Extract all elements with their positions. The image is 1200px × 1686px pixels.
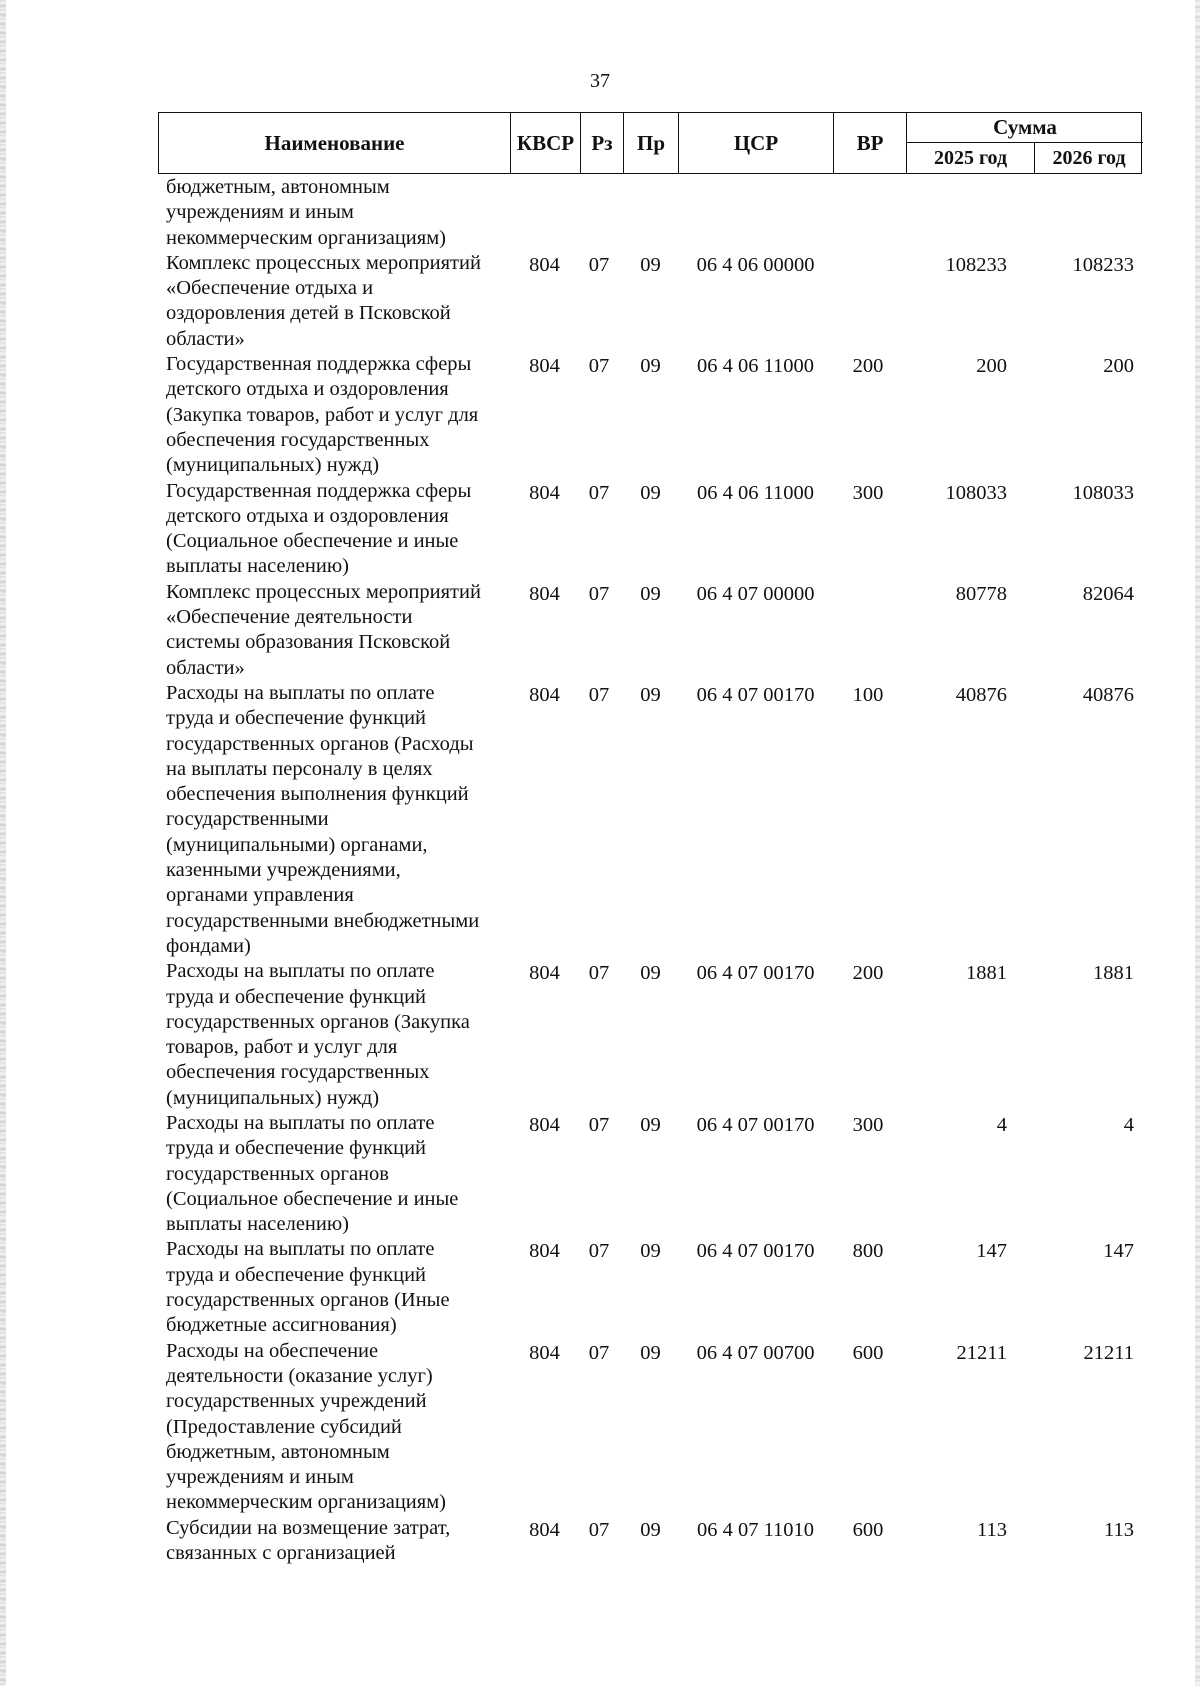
cell-name-line: учреждениям и иным [166, 1466, 354, 1489]
cell-name-line: (Социальное обеспечение и иные [166, 530, 459, 553]
cell-name [158, 959, 510, 1111]
cell-sum-2025: 147 [976, 1240, 1007, 1263]
cell-kvsr: 804 [529, 1240, 560, 1263]
cell-kvsr: 804 [529, 481, 560, 504]
cell-sum-2026: 40876 [1082, 683, 1134, 706]
cell-vr: 200 [852, 355, 884, 378]
cell-sum-2026: 1881 [1093, 962, 1134, 985]
cell-name [158, 1339, 510, 1516]
page-number: 37 [590, 70, 610, 92]
header-vr: ВР [834, 113, 907, 173]
table-row [158, 1516, 1142, 1567]
cell-name [158, 681, 510, 959]
header-sum: Сумма [907, 113, 1143, 143]
cell-kvsr [510, 175, 575, 251]
cell-name [158, 1516, 510, 1567]
cell-rz: 07 [588, 1341, 610, 1364]
cell-name-line: государственных органов (Иные [166, 1289, 450, 1312]
cell-name-line: Комплекс процессных мероприятий [166, 251, 481, 274]
cell-sum-2026: 21211 [1083, 1341, 1134, 1364]
cell-csr: 06 4 06 11000 [696, 481, 815, 504]
table-row [158, 1111, 1142, 1237]
table-row [158, 959, 1142, 1111]
cell-name-line: органами управления [166, 884, 354, 907]
cell-sum-2025: 113 [977, 1518, 1007, 1541]
cell-kvsr: 804 [529, 683, 560, 706]
cell-pr: 09 [640, 582, 661, 605]
cell-csr: 06 4 07 00170 [696, 1240, 815, 1263]
table-row [158, 175, 1142, 251]
cell-name [158, 251, 510, 352]
cell-rz: 07 [588, 683, 610, 706]
cell-name-line: (муниципальных) нужд) [166, 1086, 380, 1109]
cell-name-line: обеспечения государственных [166, 1061, 430, 1084]
cell-name-line: Субсидии на возмещение затрат, [166, 1516, 451, 1539]
table-row [158, 681, 1142, 959]
cell-kvsr: 804 [529, 582, 560, 605]
cell-csr: 06 4 06 00000 [696, 253, 815, 276]
cell-name-line: некоммерческим организациям) [166, 1491, 446, 1514]
cell-name-line: государственных учреждений [166, 1390, 427, 1413]
cell-name-line: (Закупка товаров, работ и услуг для [166, 403, 479, 426]
cell-name-line: труда и обеспечение функций [166, 1263, 427, 1286]
cell-sum-2025: 108233 [945, 253, 1007, 276]
cell-name [158, 352, 510, 478]
header-pr: Пр [624, 113, 679, 173]
cell-sum-2025 [903, 175, 1013, 251]
cell-rz: 07 [588, 253, 610, 276]
cell-kvsr: 804 [529, 1518, 560, 1541]
cell-name [158, 175, 510, 251]
cell-vr: 600 [852, 1518, 884, 1541]
cell-name-line: государственными [166, 808, 329, 831]
cell-sum-2025: 1881 [966, 962, 1007, 985]
cell-sum-2026: 82064 [1082, 582, 1134, 605]
cell-rz: 07 [588, 481, 610, 504]
cell-sum-2025: 21211 [956, 1341, 1007, 1364]
table-row [158, 352, 1142, 478]
cell-sum-2026: 4 [1123, 1113, 1134, 1136]
cell-sum-2026: 147 [1103, 1240, 1134, 1263]
cell-name-line: бюджетным, автономным [166, 176, 390, 198]
cell-pr: 09 [640, 355, 661, 378]
cell-name [158, 479, 510, 580]
cell-name-line: государственных органов (Закупка [166, 1010, 470, 1033]
cell-sum-2026 [1013, 175, 1142, 251]
cell-vr [833, 580, 903, 681]
table-row [158, 251, 1142, 352]
cell-vr [833, 251, 903, 352]
cell-csr: 06 4 07 00700 [696, 1341, 815, 1364]
cell-sum-2025: 200 [976, 355, 1007, 378]
cell-name-line: связанных с организацией [166, 1542, 396, 1565]
cell-name-line: (Предоставление субсидий [166, 1415, 402, 1438]
cell-csr: 06 4 07 11010 [696, 1518, 815, 1541]
header-name: Наименование [159, 113, 511, 173]
cell-pr: 09 [640, 962, 661, 985]
cell-name-line: Расходы на выплаты по оплате [166, 681, 435, 704]
cell-name-line: «Обеспечение деятельности [166, 606, 413, 629]
cell-name-line: бюджетные ассигнования) [166, 1314, 397, 1337]
cell-vr: 300 [852, 481, 884, 504]
cell-name-line: труда и обеспечение функций [166, 1137, 427, 1160]
cell-sum-2026: 113 [1104, 1518, 1134, 1541]
cell-name [158, 580, 510, 681]
cell-name-line: Расходы на выплаты по оплате [166, 1111, 435, 1134]
cell-name-line: Расходы на выплаты по оплате [166, 960, 435, 983]
cell-pr: 09 [640, 683, 661, 706]
cell-name-line: системы образования Псковской [166, 631, 451, 654]
cell-pr: 09 [640, 253, 661, 276]
cell-vr: 300 [852, 1113, 884, 1136]
table-row [158, 580, 1142, 681]
table-row [158, 1339, 1142, 1516]
cell-name-line: Расходы на выплаты по оплате [166, 1238, 435, 1261]
cell-rz [575, 175, 623, 251]
cell-vr: 600 [852, 1341, 884, 1364]
cell-name-line: труда и обеспечение функций [166, 985, 427, 1008]
cell-rz: 07 [588, 355, 610, 378]
scan-edge-right [1195, 0, 1200, 1686]
cell-name-line: выплаты населению) [166, 1213, 350, 1236]
cell-sum-2025: 80778 [955, 582, 1007, 605]
cell-name-line: области» [166, 656, 245, 679]
cell-name-line: Расходы на обеспечение [166, 1339, 379, 1362]
cell-name-line: товаров, работ и услуг для [166, 1036, 398, 1059]
cell-name-line: учреждениям и иным [166, 201, 354, 224]
cell-name-line: выплаты населению) [166, 555, 350, 578]
cell-name-line: (муниципальными) органами, [166, 833, 428, 856]
cell-name-line: труда и обеспечение функций [166, 707, 427, 730]
header-sum-group [907, 113, 1143, 173]
cell-name-line: государственных органов [166, 1162, 389, 1185]
cell-name-line: фондами) [166, 934, 251, 957]
cell-name-line: казенными учреждениями, [166, 859, 401, 882]
cell-csr [678, 175, 833, 251]
cell-sum-2025: 40876 [955, 683, 1007, 706]
cell-name-line: на выплаты персоналу в целях [166, 757, 433, 780]
cell-name [158, 1111, 510, 1237]
cell-name-line: обеспечения государственных [166, 428, 430, 451]
cell-name-line: обеспечения выполнения функций [166, 783, 469, 806]
cell-sum-2026: 108033 [1072, 481, 1134, 504]
cell-name-line: «Обеспечение отдыха и [166, 277, 374, 300]
cell-rz: 07 [588, 1518, 610, 1541]
cell-name-line: бюджетным, автономным [166, 1440, 390, 1463]
cell-csr: 06 4 07 00000 [696, 582, 815, 605]
cell-kvsr: 804 [529, 253, 560, 276]
cell-name-line: Государственная поддержка сферы [166, 479, 472, 502]
cell-rz: 07 [588, 582, 610, 605]
cell-kvsr: 804 [529, 355, 560, 378]
cell-pr: 09 [640, 1113, 661, 1136]
cell-vr [833, 175, 903, 251]
cell-name-line: государственных органов (Расходы [166, 732, 474, 755]
cell-pr: 09 [640, 1240, 661, 1263]
cell-sum-2025: 108033 [945, 481, 1007, 504]
cell-kvsr: 804 [529, 1341, 560, 1364]
cell-csr: 06 4 06 11000 [696, 355, 815, 378]
cell-name-line: (муниципальных) нужд) [166, 454, 380, 477]
cell-name-line: государственными внебюджетными [166, 909, 480, 932]
cell-pr: 09 [640, 1341, 661, 1364]
cell-name [158, 1237, 510, 1338]
cell-kvsr: 804 [529, 962, 560, 985]
cell-name-line: детского отдыха и оздоровления [166, 504, 449, 527]
cell-name-line: Комплекс процессных мероприятий [166, 580, 481, 603]
table-row [158, 479, 1142, 580]
cell-sum-2026: 108233 [1072, 253, 1134, 276]
cell-rz: 07 [588, 962, 610, 985]
header-kvsr: КВСР [511, 113, 581, 173]
cell-name-line: некоммерческим организациям) [166, 226, 446, 249]
cell-vr: 800 [852, 1240, 884, 1263]
table-body [158, 175, 1142, 1566]
cell-name-line: оздоровления детей в Псковской [166, 302, 451, 325]
cell-name-line: деятельности (оказание услуг) [166, 1364, 433, 1387]
cell-vr: 200 [852, 962, 884, 985]
header-csr: ЦСР [679, 113, 834, 173]
cell-name-line: детского отдыха и оздоровления [166, 378, 449, 401]
cell-csr: 06 4 07 00170 [696, 683, 815, 706]
scan-edge-left [0, 0, 6, 1686]
table-header [158, 112, 1142, 174]
cell-name-line: (Социальное обеспечение и иные [166, 1187, 459, 1210]
cell-pr: 09 [640, 481, 661, 504]
cell-csr: 06 4 07 00170 [696, 1113, 815, 1136]
cell-pr: 09 [640, 1518, 661, 1541]
header-rz: Рз [581, 113, 624, 173]
table-row [158, 1237, 1142, 1338]
cell-vr: 100 [852, 683, 884, 706]
cell-csr: 06 4 07 00170 [696, 962, 815, 985]
cell-rz: 07 [588, 1240, 610, 1263]
cell-kvsr: 804 [529, 1113, 560, 1136]
cell-name-line: области» [166, 327, 245, 350]
header-year-2026: 2026 год [1052, 146, 1126, 169]
cell-rz: 07 [588, 1113, 610, 1136]
cell-sum-2026: 200 [1103, 355, 1134, 378]
cell-sum-2025: 4 [996, 1113, 1007, 1136]
header-year-2025: 2025 год [907, 143, 1035, 173]
cell-pr [623, 175, 678, 251]
cell-name-line: Государственная поддержка сферы [166, 353, 472, 376]
